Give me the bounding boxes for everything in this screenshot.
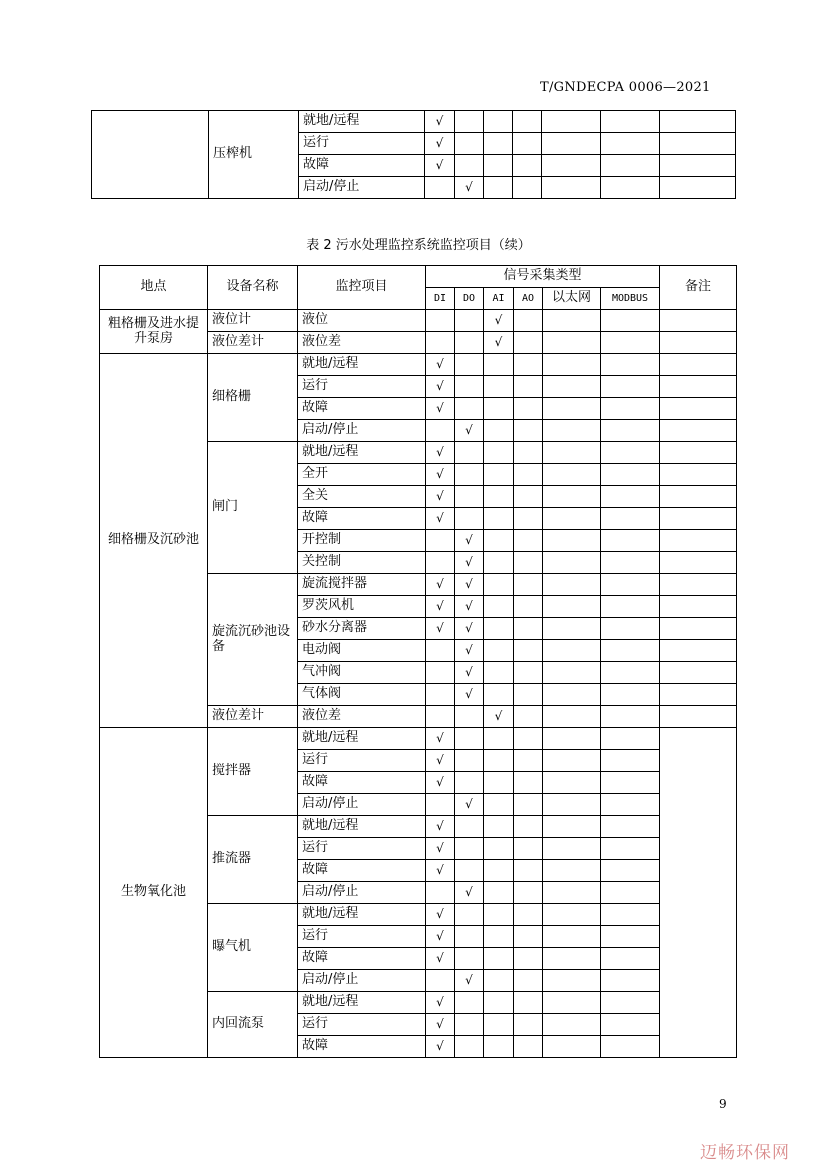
- item: 运行: [298, 1014, 426, 1036]
- ai-check: √: [484, 332, 514, 354]
- item: 就地/远程: [298, 354, 426, 376]
- do-check: √: [455, 530, 484, 552]
- di-check: √: [426, 728, 455, 750]
- item: 液位差: [298, 706, 426, 728]
- item: 启动/停止: [298, 420, 426, 442]
- item: 就地/远程: [298, 904, 426, 926]
- ai-check: √: [484, 706, 514, 728]
- equipment-vortex-grit: 旋流沉砂池设备: [208, 574, 298, 706]
- do-check: √: [455, 882, 484, 904]
- item: 全开: [298, 464, 426, 486]
- di-check: √: [426, 464, 455, 486]
- document-code: T/GNDECPA 0006—2021: [540, 80, 711, 95]
- item: 故障: [298, 508, 426, 530]
- item: 全关: [298, 486, 426, 508]
- item: 就地/远程: [298, 816, 426, 838]
- item-level: 液位: [298, 310, 426, 332]
- item: 故障: [298, 398, 426, 420]
- di-check: √: [426, 376, 455, 398]
- item: 故障: [298, 772, 426, 794]
- equipment-fine-screen: 细格栅: [208, 354, 298, 442]
- item: 运行: [298, 750, 426, 772]
- item: 就地/远程: [298, 992, 426, 1014]
- di-check: √: [426, 508, 455, 530]
- equipment-cell: 压榨机: [209, 111, 299, 199]
- header-remarks: 备注: [660, 266, 737, 310]
- di-check: √: [426, 816, 455, 838]
- do-check: √: [455, 177, 484, 199]
- equipment-gate: 闸门: [208, 442, 298, 574]
- do-check: √: [455, 662, 484, 684]
- di-check: √: [426, 1014, 455, 1036]
- header-di: DI: [426, 288, 455, 310]
- item: 开控制: [298, 530, 426, 552]
- equipment-internal-pump: 内回流泵: [208, 992, 298, 1058]
- equipment-level-meter: 液位计: [208, 310, 298, 332]
- di-check: √: [426, 750, 455, 772]
- header-ai: AI: [484, 288, 514, 310]
- page-number: 9: [719, 1097, 727, 1111]
- di-check: √: [426, 860, 455, 882]
- equipment-propeller: 推流器: [208, 816, 298, 904]
- di-check: √: [425, 155, 455, 177]
- equipment-level-diff-meter: 液位差计: [208, 706, 298, 728]
- item: 运行: [298, 926, 426, 948]
- item: 启动/停止: [298, 882, 426, 904]
- do-check: √: [455, 596, 484, 618]
- do-check: √: [455, 618, 484, 640]
- di-check: √: [425, 133, 455, 155]
- header-item: 监控项目: [298, 266, 426, 310]
- di-check: √: [425, 111, 455, 133]
- equipment-aerator: 曝气机: [208, 904, 298, 992]
- monitoring-table: [99, 265, 737, 1058]
- do-check: √: [455, 574, 484, 596]
- item: 旋流搅拌器: [298, 574, 426, 596]
- equipment-level-diff-meter: 液位差计: [208, 332, 298, 354]
- item: 运行: [298, 838, 426, 860]
- watermark: 迈畅环保网: [700, 1143, 790, 1163]
- di-check: √: [426, 486, 455, 508]
- location-bio: 生物氧化池: [100, 728, 208, 1058]
- item: 就地/远程: [298, 728, 426, 750]
- item-level-diff: 液位差: [298, 332, 426, 354]
- di-check: √: [426, 596, 455, 618]
- di-check: √: [426, 904, 455, 926]
- location-coarse: 粗格栅及进水提升泵房: [100, 310, 208, 354]
- di-check: √: [426, 948, 455, 970]
- di-check: √: [426, 354, 455, 376]
- di-check: √: [426, 772, 455, 794]
- do-check: √: [455, 420, 484, 442]
- item: 启动/停止: [298, 970, 426, 992]
- location-cell-empty: [92, 111, 209, 199]
- header-equipment: 设备名称: [208, 266, 298, 310]
- di-check: √: [426, 838, 455, 860]
- continuation-table: [91, 110, 736, 199]
- header-signal-type: 信号采集类型: [426, 266, 660, 288]
- item-cell: 运行: [299, 133, 425, 155]
- item: 罗茨风机: [298, 596, 426, 618]
- location-fine: 细格栅及沉砂池: [100, 354, 208, 728]
- do-check: √: [455, 640, 484, 662]
- di-check: √: [426, 442, 455, 464]
- ai-check: √: [484, 310, 514, 332]
- di-check: √: [426, 926, 455, 948]
- item: 启动/停止: [298, 794, 426, 816]
- item: 故障: [298, 1036, 426, 1058]
- do-check: √: [455, 970, 484, 992]
- item: 就地/远程: [298, 442, 426, 464]
- di-check: √: [426, 574, 455, 596]
- item: 气冲阀: [298, 662, 426, 684]
- item: 故障: [298, 948, 426, 970]
- item: 关控制: [298, 552, 426, 574]
- header-ao: AO: [514, 288, 543, 310]
- item-cell: 就地/远程: [299, 111, 425, 133]
- header-location: 地点: [100, 266, 208, 310]
- item: 故障: [298, 860, 426, 882]
- item: 砂水分离器: [298, 618, 426, 640]
- do-check: √: [455, 794, 484, 816]
- item: 电动阀: [298, 640, 426, 662]
- table-caption: 表 2 污水处理监控系统监控项目（续）: [306, 238, 531, 253]
- header-modbus: MODBUS: [601, 288, 660, 310]
- di-check: √: [426, 1036, 455, 1058]
- item: 气体阀: [298, 684, 426, 706]
- di-check: √: [426, 992, 455, 1014]
- di-check: √: [426, 618, 455, 640]
- item-cell: 故障: [299, 155, 425, 177]
- do-check: √: [455, 552, 484, 574]
- remarks-bio: [660, 728, 737, 1058]
- item-cell: 启动/停止: [299, 177, 425, 199]
- header-do: DO: [455, 288, 484, 310]
- item: 运行: [298, 376, 426, 398]
- di-check: √: [426, 398, 455, 420]
- equipment-mixer: 搅拌器: [208, 728, 298, 816]
- do-check: √: [455, 684, 484, 706]
- header-ethernet: 以太网: [543, 288, 601, 310]
